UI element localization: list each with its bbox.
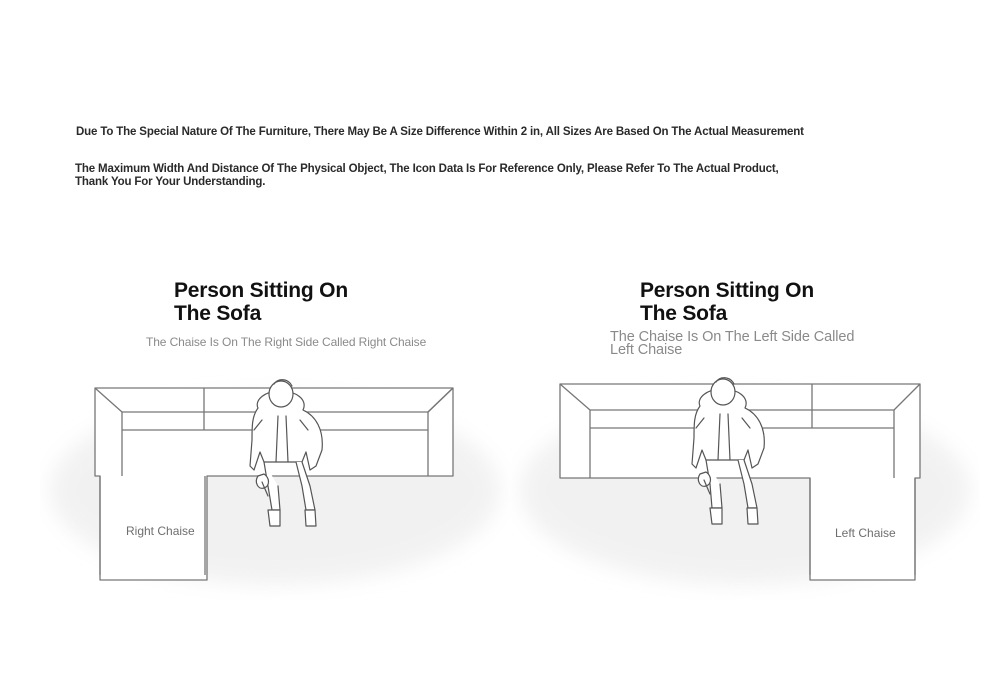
disclaimer-line-3: Thank You For Your Understanding. bbox=[75, 176, 266, 188]
panel-title-line-2: The Sofa bbox=[174, 302, 262, 325]
panel-subtitle bbox=[610, 331, 890, 357]
panel-title bbox=[174, 279, 348, 325]
chaise-label: Right Chaise bbox=[126, 524, 195, 538]
panel-title-line-1: Person Sitting On bbox=[174, 279, 348, 302]
panel-subtitle: The Chaise Is On The Right Side Called Right Chaise bbox=[146, 335, 427, 349]
disclaimer-line-2: The Maximum Width And Distance Of The Physical Object, The Icon Data Is For Reference Only, Please Refer To The Actual Product, bbox=[75, 163, 779, 175]
right-chaise-panel bbox=[40, 270, 510, 600]
panel-title-line-2: The Sofa bbox=[640, 302, 728, 325]
left-chaise-panel bbox=[510, 270, 980, 600]
chaise-label: Left Chaise bbox=[835, 526, 896, 540]
panel-subtitle-line-1: The Chaise Is On The Left Side Called bbox=[610, 329, 855, 345]
disclaimer-line-1: Due To The Special Nature Of The Furniture, There May Be A Size Difference Within 2 in, All Sizes Are Based On The Actual Measurement bbox=[76, 126, 804, 138]
disclaimer-paragraph bbox=[75, 163, 835, 189]
left-chaise-sofa-illustration bbox=[510, 370, 980, 600]
right-chaise-sofa-illustration bbox=[40, 370, 510, 600]
panel-subtitle-line-2: Left Chaise bbox=[610, 342, 683, 358]
panel-title-line-1: Person Sitting On bbox=[640, 279, 814, 302]
panel-title bbox=[640, 279, 814, 325]
